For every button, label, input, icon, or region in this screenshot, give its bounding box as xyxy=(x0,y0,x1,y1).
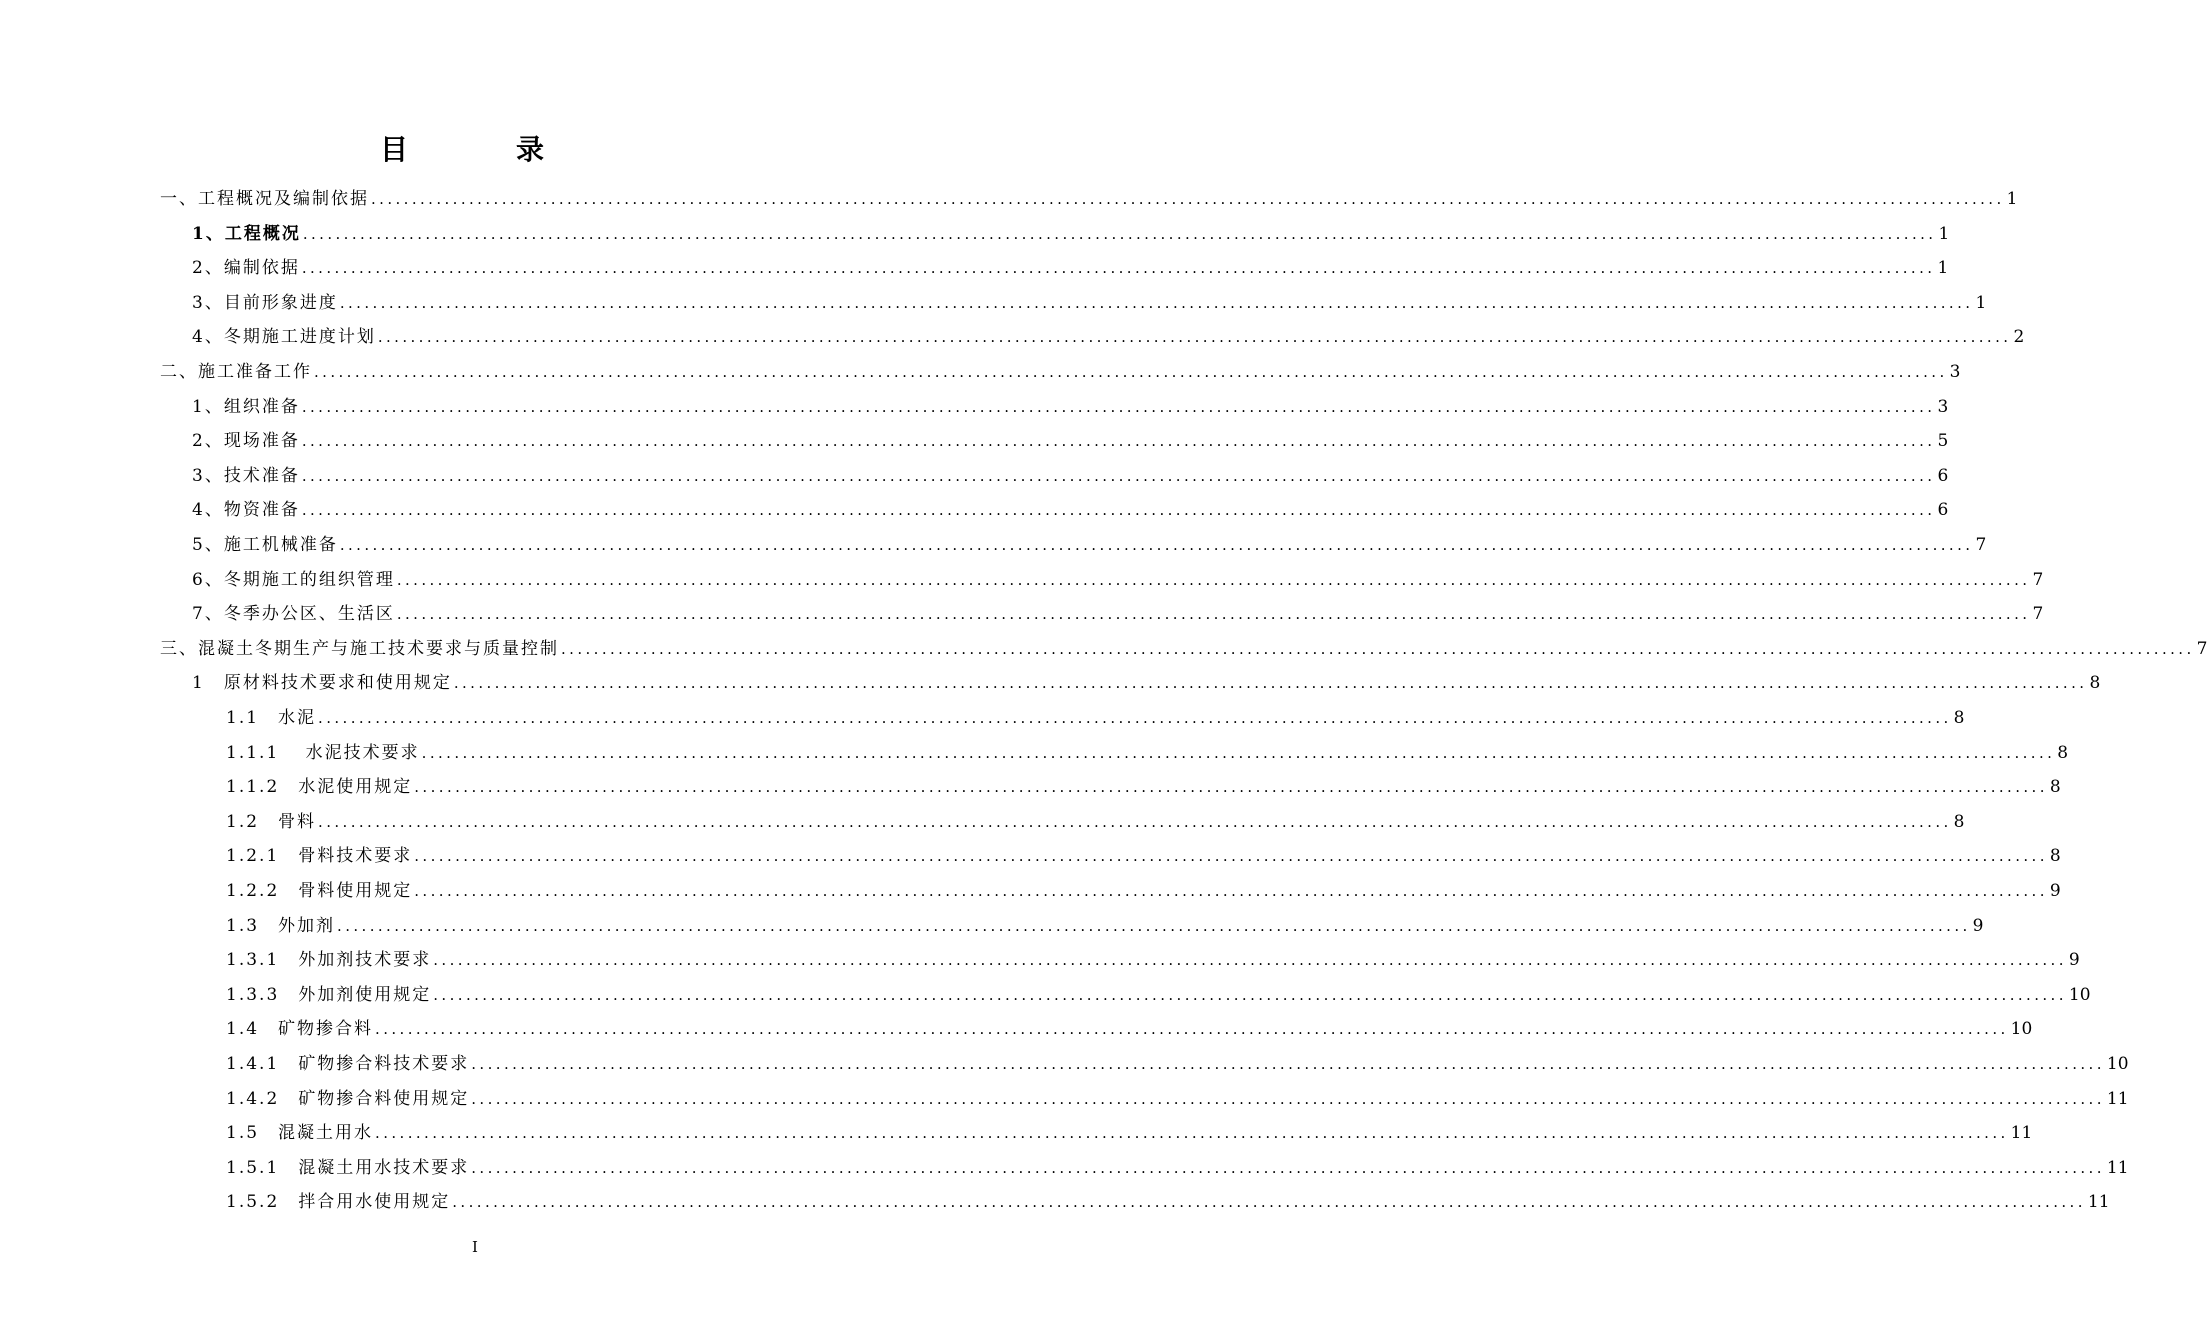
toc-entry-label: 1.3.1 外加剂技术要求 xyxy=(226,950,432,971)
toc-entry[interactable] xyxy=(226,1084,2129,1114)
toc-dot-leader: ........................................................................................................................................................................................................ xyxy=(302,224,1937,243)
toc-dot-leader: ........................................................................................................................................................................................................ xyxy=(314,363,1948,381)
toc-dot-leader: ........................................................................................................................................................................................................ xyxy=(301,466,1936,485)
toc-entry-label: 4、物资准备 xyxy=(192,500,300,521)
toc-dot-leader: ........................................................................................................................................................................................................ xyxy=(301,397,1936,416)
toc-entry-label: 1.1.2 水泥使用规定 xyxy=(226,777,413,798)
toc-entry-page-number: 8 xyxy=(1953,811,1965,832)
toc-entry[interactable] xyxy=(192,530,1987,560)
toc-dot-leader: ........................................................................................................................................................................................................ xyxy=(301,432,1936,451)
toc-entry-page-number: 7 xyxy=(2032,604,2044,625)
toc-entry-page-number: 2 xyxy=(2013,327,2025,348)
toc-entry-page-number: 1 xyxy=(1938,223,1950,244)
toc-entry-page-number: 9 xyxy=(1972,915,1984,936)
toc-entry[interactable] xyxy=(226,911,1984,941)
toc-entry[interactable] xyxy=(192,668,2101,698)
toc-entry-label: 1.4.1 矿物掺合料技术要求 xyxy=(226,1054,470,1074)
toc-dot-leader: ........................................................................................................................................................................................................ xyxy=(453,674,2088,693)
toc-entry[interactable] xyxy=(192,461,1949,491)
toc-entry-page-number: 3 xyxy=(1937,396,1949,417)
toc-entry[interactable] xyxy=(192,253,1949,283)
toc-dot-leader: ........................................................................................................................................................................................................ xyxy=(337,916,1971,935)
toc-entry-label: 5、施工机械准备 xyxy=(192,535,338,555)
toc-dot-leader: ........................................................................................................................................................................................................ xyxy=(452,1193,2086,1212)
toc-entry-label: 3、目前形象进度 xyxy=(192,292,338,313)
toc-dot-leader: ........................................................................................................................................................................................................ xyxy=(414,778,2048,797)
toc-entry[interactable] xyxy=(192,219,1950,249)
toc-dot-leader: ........................................................................................................................................................................................................ xyxy=(433,951,2067,970)
toc-entry-label: 三、混凝土冬期生产与施工技术要求与质量控制 xyxy=(160,638,559,659)
toc-entry-page-number: 6 xyxy=(1937,465,1949,486)
toc-entry-label: 1.2.1 骨料技术要求 xyxy=(226,846,413,867)
toc-entry-label: 1 原材料技术要求和使用规定 xyxy=(192,673,452,694)
toc-entry-page-number: 6 xyxy=(1937,500,1949,521)
toc-entry-page-number: 1 xyxy=(1937,258,1949,279)
page-number-footer: I xyxy=(472,1238,478,1256)
toc-entry-page-number: 7 xyxy=(2196,638,2207,659)
toc-entry-label: 1.1 水泥 xyxy=(226,708,317,728)
toc-dot-leader: ........................................................................................................................................................................................................ xyxy=(471,1158,2105,1177)
toc-entry-page-number: 1 xyxy=(1975,292,1987,313)
toc-entry[interactable] xyxy=(192,426,1949,456)
toc-dot-leader: ........................................................................................................................................................................................................ xyxy=(396,605,2031,624)
toc-dot-leader: ........................................................................................................................................................................................................ xyxy=(339,536,1974,554)
toc-entry-label: 1.5.1 混凝土用水技术要求 xyxy=(226,1157,470,1178)
toc-entry-page-number: 1 xyxy=(2006,189,2018,209)
toc-dot-leader: ........................................................................................................................................................................................................ xyxy=(375,1020,2009,1039)
toc-entry-page-number: 8 xyxy=(1953,708,1965,728)
toc-dot-leader: ........................................................................................................................................................................................................ xyxy=(301,259,1936,278)
toc-dot-leader: ........................................................................................................................................................................................................ xyxy=(371,190,2005,208)
toc-entry-page-number: 7 xyxy=(1975,535,1987,555)
toc-entry-page-number: 8 xyxy=(2057,742,2069,763)
toc-entry-label: 6、冬期施工的组织管理 xyxy=(192,569,395,590)
toc-entry[interactable] xyxy=(226,738,2069,768)
toc-entry-label: 1.4 矿物掺合料 xyxy=(226,1019,374,1040)
toc-entry[interactable] xyxy=(226,1187,2110,1217)
toc-entry[interactable] xyxy=(226,841,2061,871)
toc-dot-leader: ........................................................................................................................................................................................................ xyxy=(414,847,2048,866)
toc-entry[interactable] xyxy=(226,1014,2033,1044)
toc-entry-page-number: 8 xyxy=(2049,846,2061,867)
toc-title: 目 录 xyxy=(379,133,584,166)
toc-entry-page-number: 8 xyxy=(2049,777,2061,798)
toc-entry-label: 1、组织准备 xyxy=(192,396,300,417)
toc-entry[interactable] xyxy=(226,1118,2033,1148)
toc-entry-page-number: 11 xyxy=(2106,1088,2129,1109)
toc-entry-label: 1.1.1 水泥技术要求 xyxy=(226,742,420,763)
toc-entry[interactable] xyxy=(192,322,2025,352)
toc-entry[interactable] xyxy=(192,565,2044,595)
toc-entry-page-number: 9 xyxy=(2049,881,2061,901)
toc-entry-label: 1.3 外加剂 xyxy=(226,915,336,936)
toc-dot-leader: ........................................................................................................................................................................................................ xyxy=(396,570,2031,589)
toc-dot-leader: ........................................................................................................................................................................................................ xyxy=(414,882,2048,900)
toc-entry-page-number: 10 xyxy=(2068,984,2091,1005)
toc-entry-page-number: 11 xyxy=(2010,1123,2033,1144)
toc-entry-page-number: 7 xyxy=(2032,569,2044,590)
toc-dot-leader: ........................................................................................................................................................................................................ xyxy=(375,1124,2009,1143)
toc-entry[interactable] xyxy=(226,772,2061,802)
toc-entry[interactable] xyxy=(226,703,1965,733)
toc-dot-leader: ........................................................................................................................................................................................................ xyxy=(471,1089,2105,1108)
toc-entry-label: 1.3.3 外加剂使用规定 xyxy=(226,984,432,1005)
toc-entry-page-number: 8 xyxy=(2089,673,2101,694)
toc-entry[interactable] xyxy=(226,876,2061,906)
toc-entry-label: 1.5 混凝土用水 xyxy=(226,1123,374,1144)
toc-entry[interactable] xyxy=(226,980,2091,1010)
toc-entry-label: 2、现场准备 xyxy=(192,431,300,452)
toc-entry-label: 1.2.2 骨料使用规定 xyxy=(226,881,413,901)
toc-entry[interactable] xyxy=(160,357,1961,387)
toc-dot-leader: ........................................................................................................................................................................................................ xyxy=(421,743,2056,762)
toc-entry[interactable] xyxy=(192,288,1987,318)
toc-dot-leader: ........................................................................................................................................................................................................ xyxy=(433,985,2067,1004)
toc-entry-page-number: 11 xyxy=(2087,1192,2110,1213)
toc-entry-page-number: 5 xyxy=(1937,431,1949,452)
toc-entry-label: 1、工程概况 xyxy=(192,223,301,244)
toc-entry-label: 4、冬期施工进度计划 xyxy=(192,327,376,348)
toc-entry-label: 7、冬季办公区、生活区 xyxy=(192,604,395,625)
toc-dot-leader: ........................................................................................................................................................................................................ xyxy=(471,1055,2105,1073)
toc-entry-page-number: 9 xyxy=(2068,950,2080,971)
toc-entry[interactable] xyxy=(160,634,2207,664)
toc-entry[interactable] xyxy=(226,1153,2129,1183)
toc-entry[interactable] xyxy=(160,184,2018,214)
toc-entry[interactable] xyxy=(192,495,1949,525)
toc-entry-label: 1.2 骨料 xyxy=(226,811,317,832)
toc-entry-label: 1.5.2 拌合用水使用规定 xyxy=(226,1192,451,1213)
toc-entry-label: 二、施工准备工作 xyxy=(160,362,312,382)
toc-entry-page-number: 11 xyxy=(2106,1157,2129,1178)
toc-entry-label: 1.4.2 矿物掺合料使用规定 xyxy=(226,1088,470,1109)
toc-entry[interactable] xyxy=(226,945,2080,975)
toc-dot-leader: ........................................................................................................................................................................................................ xyxy=(301,501,1936,520)
toc-entry[interactable] xyxy=(226,1049,2129,1079)
toc-entry-page-number: 10 xyxy=(2106,1054,2129,1074)
toc-entry[interactable] xyxy=(226,807,1965,837)
toc-entry[interactable] xyxy=(192,392,1949,422)
toc-entry-page-number: 10 xyxy=(2010,1019,2033,1040)
toc-entry-page-number: 3 xyxy=(1949,362,1961,382)
toc-entry[interactable] xyxy=(192,599,2044,629)
toc-dot-leader: ........................................................................................................................................................................................................ xyxy=(339,293,1974,312)
toc-dot-leader: ........................................................................................................................................................................................................ xyxy=(377,328,2012,347)
toc-entry-label: 一、工程概况及编制依据 xyxy=(160,189,369,209)
toc-entry-label: 2、编制依据 xyxy=(192,258,300,279)
toc-dot-leader: ........................................................................................................................................................................................................ xyxy=(318,812,1952,831)
toc-entry-label: 3、技术准备 xyxy=(192,465,300,486)
toc-dot-leader: ........................................................................................................................................................................................................ xyxy=(561,639,2195,658)
toc-dot-leader: ........................................................................................................................................................................................................ xyxy=(318,709,1952,727)
